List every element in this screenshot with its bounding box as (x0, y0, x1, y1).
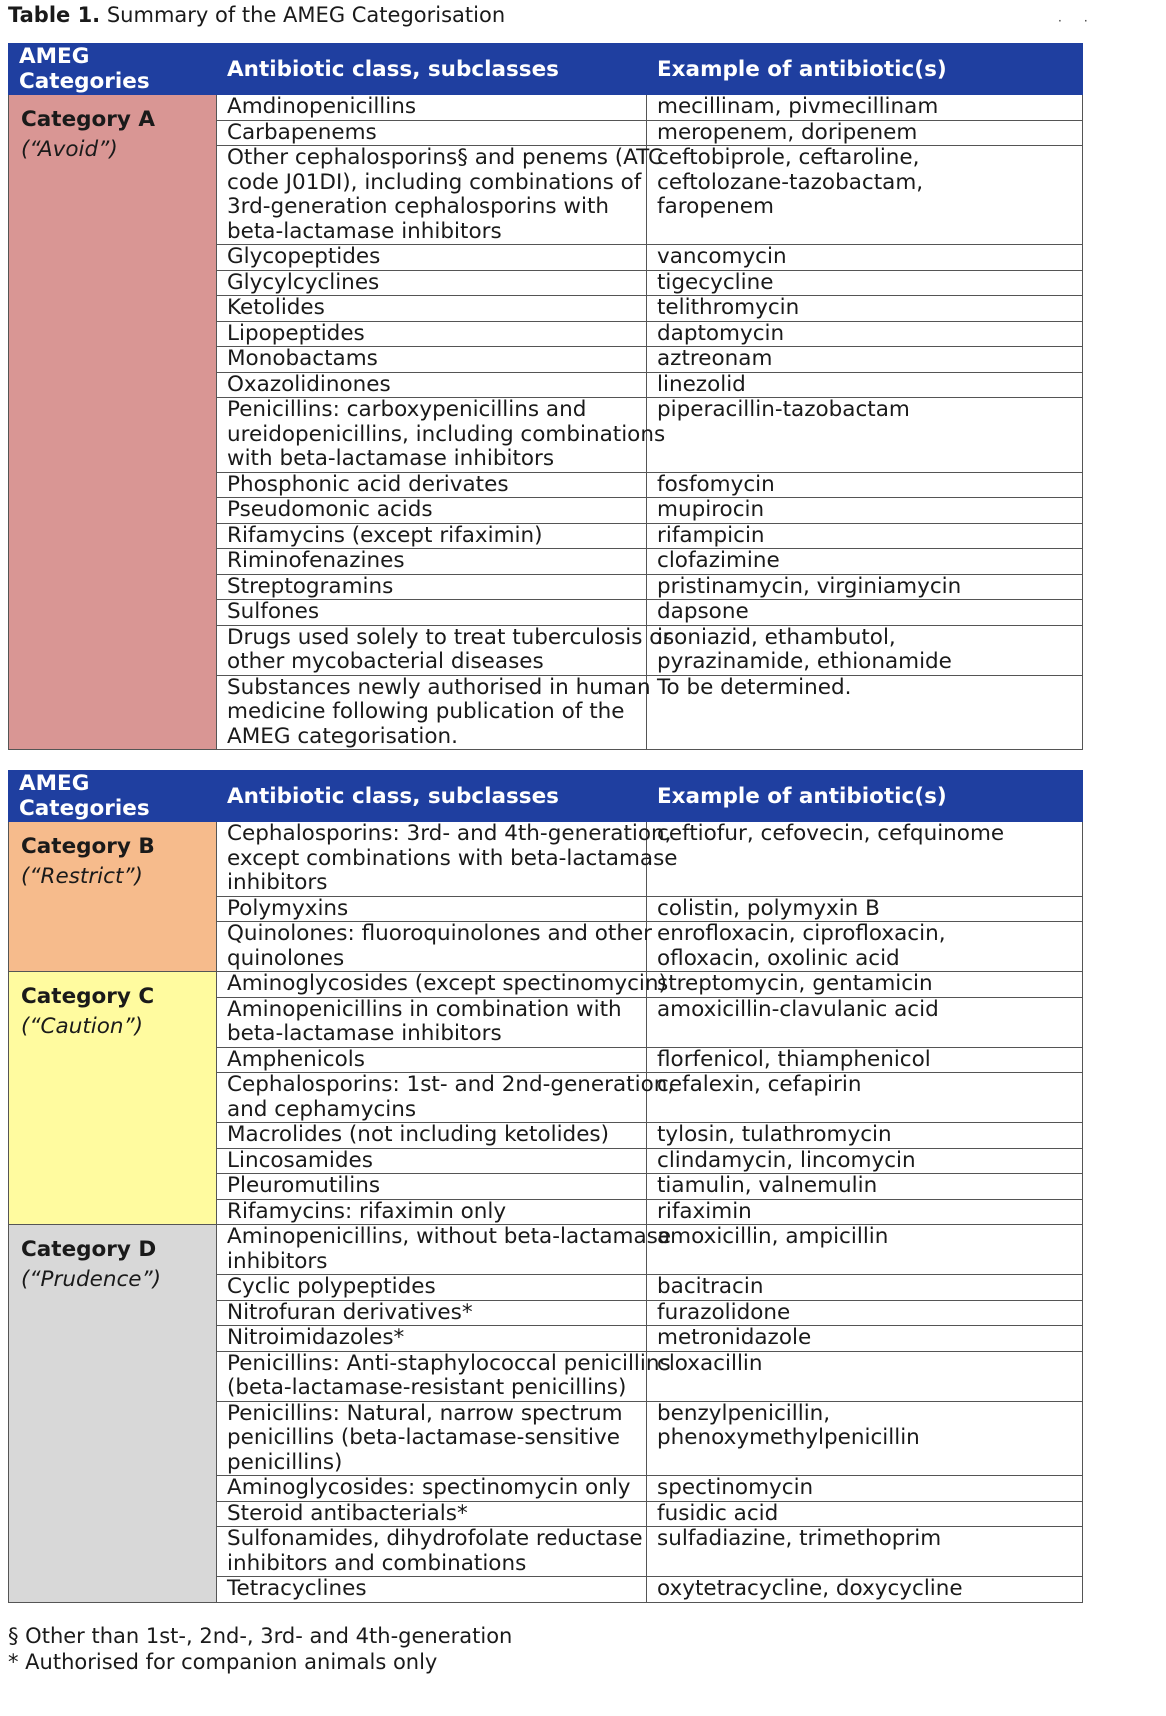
example-antibiotic-cell: spectinomycin (647, 1476, 1083, 1502)
example-antibiotic-cell: oxytetracycline, doxycycline (647, 1577, 1083, 1603)
header-example-antibiotics: Example of antibiotic(s) (647, 771, 1083, 822)
example-antibiotic-cell: vancomycin (647, 245, 1083, 271)
category-cell (9, 95, 217, 750)
header-antibiotic-class: Antibiotic class, subclasses (217, 771, 647, 822)
header-ameg-categories: AMEG Categories (9, 771, 217, 822)
example-antibiotic-cell: rifampicin (647, 523, 1083, 549)
antibiotic-class-cell: Monobactams (217, 347, 647, 373)
antibiotic-class-cell: Amphenicols (217, 1047, 647, 1073)
antibiotic-class-cell: Other cephalosporins§ and penems (ATC code J01DI), including combinations of 3rd-generation cephalosporins with beta-lactamase inhibitors (217, 146, 647, 245)
antibiotic-class-cell: Penicillins: Natural, narrow spectrum penicillins (beta-lactamase-sensitive penicillins) (217, 1401, 647, 1476)
example-antibiotic-cell: furazolidone (647, 1300, 1083, 1326)
footnote-section-sign: § Other than 1st-, 2nd-, 3rd- and 4th-generation (8, 1624, 513, 1648)
header-ameg-categories: AMEG Categories (9, 44, 217, 95)
example-antibiotic-cell: sulfadiazine, trimethoprim (647, 1527, 1083, 1577)
antibiotic-class-cell: Drugs used solely to treat tuberculosis or other mycobacterial diseases (217, 625, 647, 675)
antibiotic-class-cell: Aminoglycosides (except spectinomycin) (217, 972, 647, 998)
example-antibiotic-cell: clindamycin, lincomycin (647, 1148, 1083, 1174)
table-row (9, 1225, 1083, 1275)
antibiotic-class-cell: Pleuromutilins (217, 1174, 647, 1200)
example-antibiotic-cell: fusidic acid (647, 1501, 1083, 1527)
antibiotic-class-cell: Cephalosporins: 3rd- and 4th-generation, except combinations with beta-lactamase inhibitors (217, 822, 647, 897)
antibiotic-class-cell: Steroid antibacterials* (217, 1501, 647, 1527)
antibiotic-class-cell: Quinolones: fluoroquinolones and other quinolones (217, 922, 647, 972)
category-nickname: (“Caution”) (21, 1014, 144, 1039)
example-antibiotic-cell: amoxicillin-clavulanic acid (647, 997, 1083, 1047)
antibiotic-class-cell: Riminofenazines (217, 549, 647, 575)
antibiotic-class-cell: Substances newly authorised in human medicine following publication of the AMEG categorisation. (217, 675, 647, 750)
antibiotic-class-cell: Macrolides (not including ketolides) (217, 1123, 647, 1149)
table-row (9, 972, 1083, 998)
example-antibiotic-cell: streptomycin, gentamicin (647, 972, 1083, 998)
antibiotic-class-cell: Sulfonamides, dihydrofolate reductase inhibitors and combinations (217, 1527, 647, 1577)
example-antibiotic-cell: tiamulin, valnemulin (647, 1174, 1083, 1200)
antibiotic-class-cell: Streptogramins (217, 574, 647, 600)
table-header-row (9, 771, 1083, 822)
antibiotic-class-cell: Amdinopenicillins (217, 95, 647, 121)
antibiotic-class-cell: Ketolides (217, 296, 647, 322)
category-cell (9, 972, 217, 1225)
category-name: Category C (21, 984, 155, 1009)
antibiotic-class-cell: Tetracyclines (217, 1577, 647, 1603)
antibiotic-class-cell: Nitroimidazoles* (217, 1326, 647, 1352)
antibiotic-class-cell: Aminopenicillins in combination with beta-lactamase inhibitors (217, 997, 647, 1047)
antibiotic-class-cell: Cyclic polypeptides (217, 1275, 647, 1301)
antibiotic-class-cell: Polymyxins (217, 896, 647, 922)
example-antibiotic-cell: bacitracin (647, 1275, 1083, 1301)
category-name: Category B (21, 834, 155, 859)
header-example-antibiotics: Example of antibiotic(s) (647, 44, 1083, 95)
example-antibiotic-cell: amoxicillin, ampicillin (647, 1225, 1083, 1275)
antibiotic-class-cell: Carbapenems (217, 120, 647, 146)
example-antibiotic-cell: fosfomycin (647, 472, 1083, 498)
example-antibiotic-cell: To be determined. (647, 675, 1083, 750)
caption-label: Table 1. (8, 3, 101, 27)
antibiotic-class-cell: Glycopeptides (217, 245, 647, 271)
example-antibiotic-cell: dapsone (647, 600, 1083, 626)
footnote-asterisk: * Authorised for companion animals only (8, 1650, 438, 1674)
ameg-table-part-2 (8, 770, 1083, 1603)
example-antibiotic-cell: isoniazid, ethambutol, pyrazinamide, ethionamide (647, 625, 1083, 675)
example-antibiotic-cell: clofazimine (647, 549, 1083, 575)
antibiotic-class-cell: Oxazolidinones (217, 372, 647, 398)
category-nickname: (“Restrict”) (21, 864, 143, 889)
example-antibiotic-cell: tigecycline (647, 270, 1083, 296)
category-nickname: (“Avoid”) (21, 137, 118, 162)
example-antibiotic-cell: mupirocin (647, 498, 1083, 524)
example-antibiotic-cell: mecillinam, pivmecillinam (647, 95, 1083, 121)
example-antibiotic-cell: colistin, polymyxin B (647, 896, 1083, 922)
antibiotic-class-cell: Lipopeptides (217, 321, 647, 347)
example-antibiotic-cell: cefalexin, cefapirin (647, 1073, 1083, 1123)
example-antibiotic-cell: tylosin, tulathromycin (647, 1123, 1083, 1149)
example-antibiotic-cell: metronidazole (647, 1326, 1083, 1352)
table-row (9, 95, 1083, 121)
category-name: Category D (21, 1237, 157, 1262)
example-antibiotic-cell: florfenicol, thiamphenicol (647, 1047, 1083, 1073)
example-antibiotic-cell: enrofloxacin, ciprofloxacin, ofloxacin, oxolinic acid (647, 922, 1083, 972)
category-name: Category A (21, 107, 156, 132)
category-nickname: (“Prudence”) (21, 1267, 162, 1292)
example-antibiotic-cell: linezolid (647, 372, 1083, 398)
example-antibiotic-cell: rifaximin (647, 1199, 1083, 1225)
category-cell (9, 822, 217, 972)
example-antibiotic-cell: ceftiofur, cefovecin, cefquinome (647, 822, 1083, 897)
antibiotic-class-cell: Glycylcyclines (217, 270, 647, 296)
antibiotic-class-cell: Cephalosporins: 1st- and 2nd-generation, and cephamycins (217, 1073, 647, 1123)
header-antibiotic-class: Antibiotic class, subclasses (217, 44, 647, 95)
caption-text: Summary of the AMEG Categorisation (100, 3, 506, 27)
example-antibiotic-cell: meropenem, doripenem (647, 120, 1083, 146)
example-antibiotic-cell: telithromycin (647, 296, 1083, 322)
example-antibiotic-cell: daptomycin (647, 321, 1083, 347)
antibiotic-class-cell: Penicillins: Anti-staphylococcal penicillins (beta-lactamase-resistant penicillins) (217, 1351, 647, 1401)
example-antibiotic-cell: ceftobiprole, ceftaroline, ceftolozane-tazobactam, faropenem (647, 146, 1083, 245)
antibiotic-class-cell: Sulfones (217, 600, 647, 626)
table-caption (8, 3, 505, 27)
example-antibiotic-cell: piperacillin-tazobactam (647, 398, 1083, 473)
antibiotic-class-cell: Pseudomonic acids (217, 498, 647, 524)
antibiotic-class-cell: Aminoglycosides: spectinomycin only (217, 1476, 647, 1502)
category-cell (9, 1225, 217, 1603)
ameg-table-part-1 (8, 43, 1083, 750)
antibiotic-class-cell: Phosphonic acid derivates (217, 472, 647, 498)
stray-dots: ·· (1058, 14, 1110, 28)
table-header-row (9, 44, 1083, 95)
example-antibiotic-cell: aztreonam (647, 347, 1083, 373)
antibiotic-class-cell: Nitrofuran derivatives* (217, 1300, 647, 1326)
table-row (9, 822, 1083, 897)
antibiotic-class-cell: Rifamycins (except rifaximin) (217, 523, 647, 549)
antibiotic-class-cell: Aminopenicillins, without beta-lactamase inhibitors (217, 1225, 647, 1275)
example-antibiotic-cell: pristinamycin, virginiamycin (647, 574, 1083, 600)
antibiotic-class-cell: Rifamycins: rifaximin only (217, 1199, 647, 1225)
antibiotic-class-cell: Lincosamides (217, 1148, 647, 1174)
example-antibiotic-cell: cloxacillin (647, 1351, 1083, 1401)
antibiotic-class-cell: Penicillins: carboxypenicillins and ureidopenicillins, including combinations with beta-lactamase inhibitors (217, 398, 647, 473)
example-antibiotic-cell: benzylpenicillin, phenoxymethylpenicillin (647, 1401, 1083, 1476)
